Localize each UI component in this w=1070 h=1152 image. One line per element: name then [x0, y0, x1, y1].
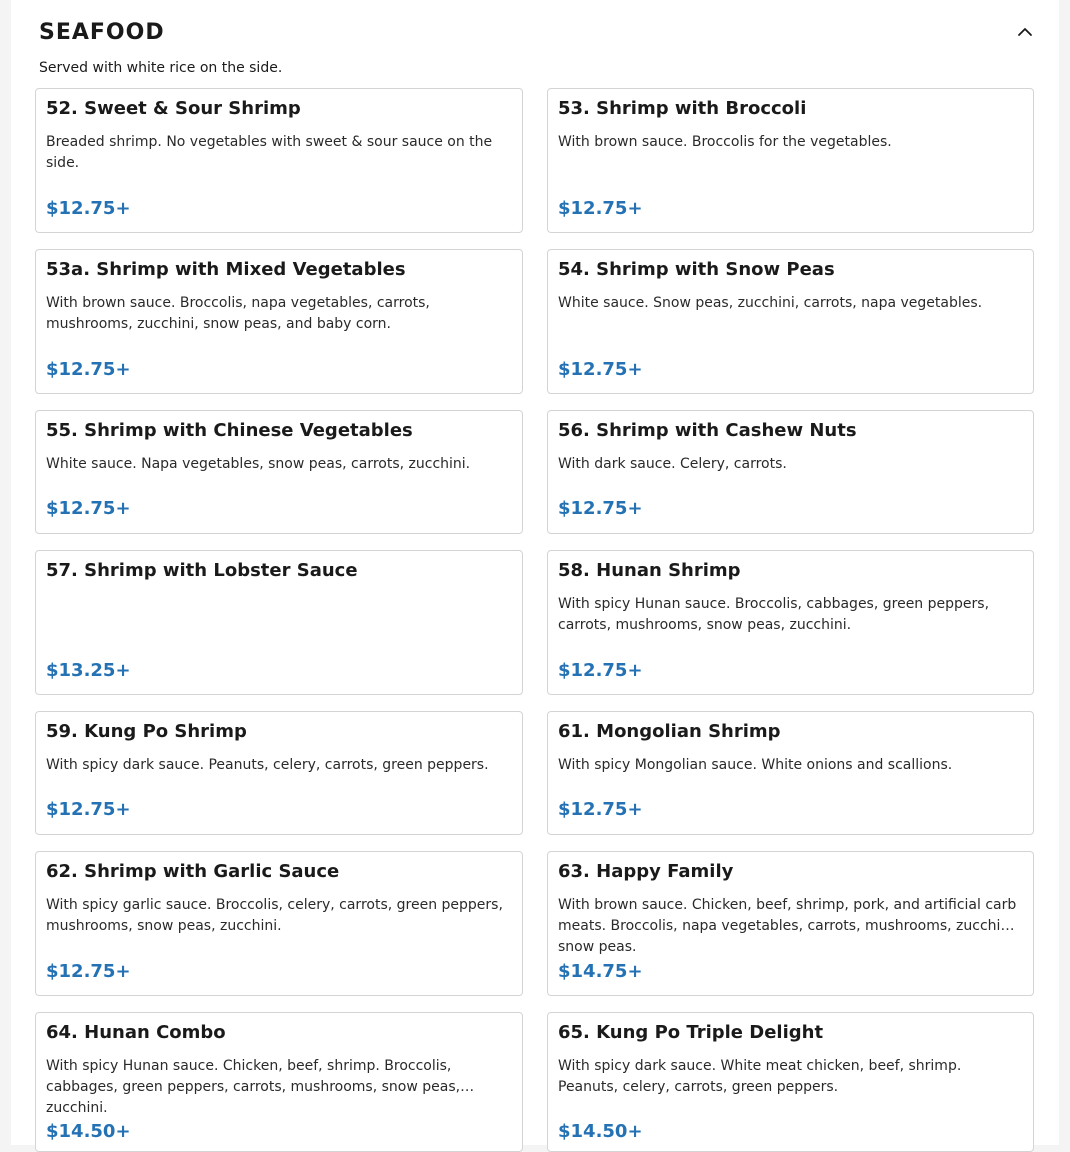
- menu-item-card[interactable]: [35, 249, 523, 394]
- item-description: With spicy garlic sauce. Broccolis, celery, carrots, green peppers, mushrooms, snow peas, zucchini.: [46, 897, 503, 934]
- item-description: With brown sauce. Broccolis, napa vegetables, carrots, mushrooms, zucchini, snow peas, and baby corn.: [46, 295, 430, 332]
- item-description: With brown sauce. Chicken, beef, shrimp, pork, and artificial carb meats. Broccolis, napa vegetables, carrots, mushrooms, zucchini, snow peas.: [558, 897, 1018, 955]
- item-name: 53a. Shrimp with Mixed Vegetables: [46, 259, 406, 280]
- item-name: 64. Hunan Combo: [46, 1022, 226, 1043]
- section-description: Served with white rice on the side.: [39, 60, 283, 76]
- item-description: With spicy dark sauce. Peanuts, celery, carrots, green peppers.: [46, 757, 489, 773]
- item-name: 62. Shrimp with Garlic Sauce: [46, 861, 340, 882]
- menu-item-card[interactable]: [547, 1012, 1034, 1152]
- collapse-section-button[interactable]: [1011, 18, 1039, 46]
- menu-item-card[interactable]: [35, 88, 523, 233]
- menu-item-card[interactable]: [35, 550, 523, 695]
- item-name: 59. Kung Po Shrimp: [46, 721, 247, 742]
- chevron-up-icon: [1011, 18, 1039, 46]
- item-price: $12.75+: [558, 198, 643, 219]
- item-price: $14.50+: [46, 1121, 131, 1142]
- menu-item-card[interactable]: [547, 249, 1034, 394]
- item-name: 61. Mongolian Shrimp: [558, 721, 781, 742]
- item-price: $12.75+: [46, 359, 131, 380]
- item-name: 56. Shrimp with Cashew Nuts: [558, 420, 857, 441]
- item-name: 52. Sweet & Sour Shrimp: [46, 98, 301, 119]
- item-description: With spicy Hunan sauce. Broccolis, cabbages, green peppers, carrots, mushrooms, snow peas, zucchini.: [558, 596, 990, 633]
- item-name: 55. Shrimp with Chinese Vegetables: [46, 420, 413, 441]
- item-description: White sauce. Snow peas, zucchini, carrots, napa vegetables.: [558, 295, 983, 311]
- item-name: 58. Hunan Shrimp: [558, 560, 741, 581]
- item-description: With dark sauce. Celery, carrots.: [558, 456, 787, 472]
- item-price: $12.75+: [558, 799, 643, 820]
- menu-item-card[interactable]: [547, 550, 1034, 695]
- item-description: With spicy Mongolian sauce. White onions and scallions.: [558, 757, 953, 773]
- section-header: [39, 18, 1039, 78]
- menu-item-grid: [35, 88, 1034, 1152]
- item-price: $12.75+: [46, 961, 131, 982]
- menu-item-card[interactable]: [35, 1012, 523, 1152]
- item-price: $12.75+: [558, 498, 643, 519]
- menu-item-card[interactable]: [35, 410, 523, 534]
- item-price: $12.75+: [46, 799, 131, 820]
- item-price: $14.50+: [558, 1121, 643, 1142]
- item-name: 63. Happy Family: [558, 861, 734, 882]
- menu-item-card[interactable]: [547, 851, 1034, 996]
- menu-item-card[interactable]: [547, 88, 1034, 233]
- item-price: $14.75+: [558, 961, 643, 982]
- item-description: Breaded shrimp. No vegetables with sweet & sour sauce on the side.: [46, 134, 493, 171]
- menu-item-card[interactable]: [547, 410, 1034, 534]
- item-name: 57. Shrimp with Lobster Sauce: [46, 560, 358, 581]
- item-name: 54. Shrimp with Snow Peas: [558, 259, 835, 280]
- menu-item-card[interactable]: [35, 711, 523, 835]
- item-description: White sauce. Napa vegetables, snow peas, carrots, zucchini.: [46, 456, 471, 472]
- item-description: With brown sauce. Broccolis for the vegetables.: [558, 134, 892, 150]
- menu-item-card[interactable]: [35, 851, 523, 996]
- item-price: $13.25+: [46, 660, 131, 681]
- item-name: 53. Shrimp with Broccoli: [558, 98, 807, 119]
- item-description: With spicy Hunan sauce. Chicken, beef, shrimp. Broccolis, cabbages, green peppers, carrots, mushrooms, snow peas, zucchini.: [46, 1058, 461, 1116]
- item-price: $12.75+: [558, 660, 643, 681]
- item-price: $12.75+: [558, 359, 643, 380]
- menu-section-panel: [11, 0, 1059, 1145]
- item-price: $12.75+: [46, 198, 131, 219]
- menu-item-card[interactable]: [547, 711, 1034, 835]
- item-name: 65. Kung Po Triple Delight: [558, 1022, 824, 1043]
- item-price: $12.75+: [46, 498, 131, 519]
- section-title: SEAFOOD: [39, 20, 165, 45]
- item-description: With spicy dark sauce. White meat chicken, beef, shrimp. Peanuts, celery, carrots, green peppers.: [558, 1058, 962, 1095]
